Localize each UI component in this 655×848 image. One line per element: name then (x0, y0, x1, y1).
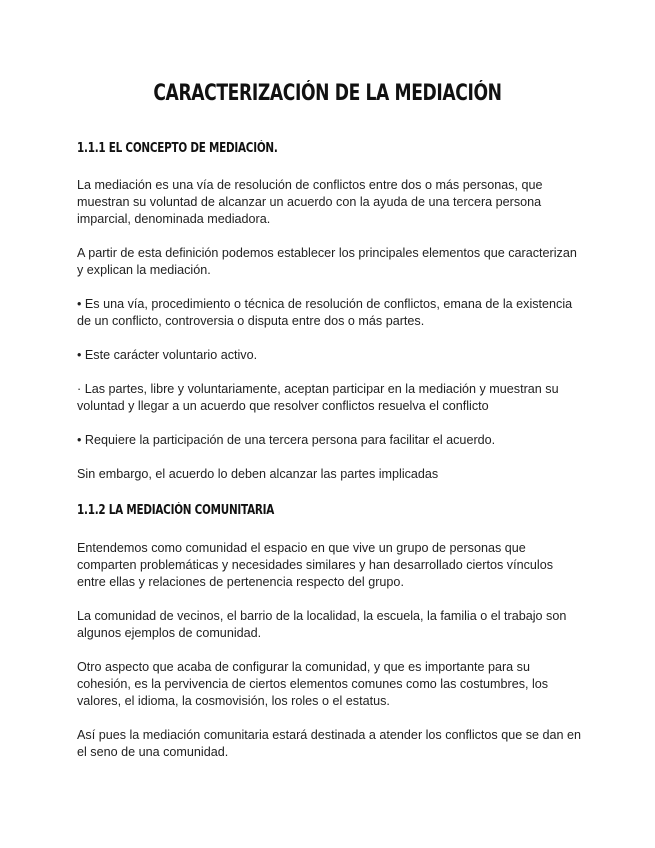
paragraph: A partir de esta definición podemos establecer los principales elementos que caracterizan y explican la mediación. (77, 246, 577, 277)
paragraph: Otro aspecto que acaba de configurar la comunidad, y que es importante para su cohesión, es la pervivencia de ciertos elementos comunes como las costumbres, los valores, el idioma, la cosmovisión, los roles o el estatus. (77, 660, 549, 708)
paragraph: La comunidad de vecinos, el barrio de la localidad, la escuela, la familia o el trabajo son algunos ejemplos de comunidad. (77, 609, 567, 640)
paragraph: Entendemos como comunidad el espacio en que vive un grupo de personas que comparten problemáticas y necesidades similares y han desarrollado ciertos vínculos entre ellas y relaciones de pertenencia respecto del grupo. (77, 541, 553, 589)
paragraph: Sin embargo, el acuerdo lo deben alcanzar las partes implicadas (77, 467, 439, 481)
page-title: CARACTERIZACIÓN DE LA MEDIACIÓN (153, 81, 502, 106)
bullet-paragraph: · Las partes, libre y voluntariamente, aceptan participar en la mediación y muestran su voluntad y llegar a un acuerdo que resolver conflictos resuelva el conflicto (77, 382, 559, 413)
bullet-paragraph: • Requiere la participación de una tercera persona para facilitar el acuerdo. (77, 433, 496, 447)
bullet-paragraph: • Este carácter voluntario activo. (77, 348, 258, 362)
paragraph: Así pues la mediación comunitaria estará destinada a atender los conflictos que se dan en el seno de una comunidad. (77, 728, 582, 759)
paragraph: La mediación es una vía de resolución de conflictos entre dos o más personas, que muestran su voluntad de alcanzar un acuerdo con la ayuda de una tercera persona imparcial, denominada mediadora. (77, 178, 543, 226)
section-heading-concepto: 1.1.1 EL CONCEPTO DE MEDIACIÓN. (77, 141, 278, 156)
bullet-paragraph: • Es una vía, procedimiento o técnica de resolución de conflictos, emana de la existencia de un conflicto, controversia o disputa entre dos o más partes. (77, 297, 573, 328)
section-heading-comunitaria: 1.1.2 LA MEDIACIÓN COMUNITARIA (77, 503, 275, 518)
